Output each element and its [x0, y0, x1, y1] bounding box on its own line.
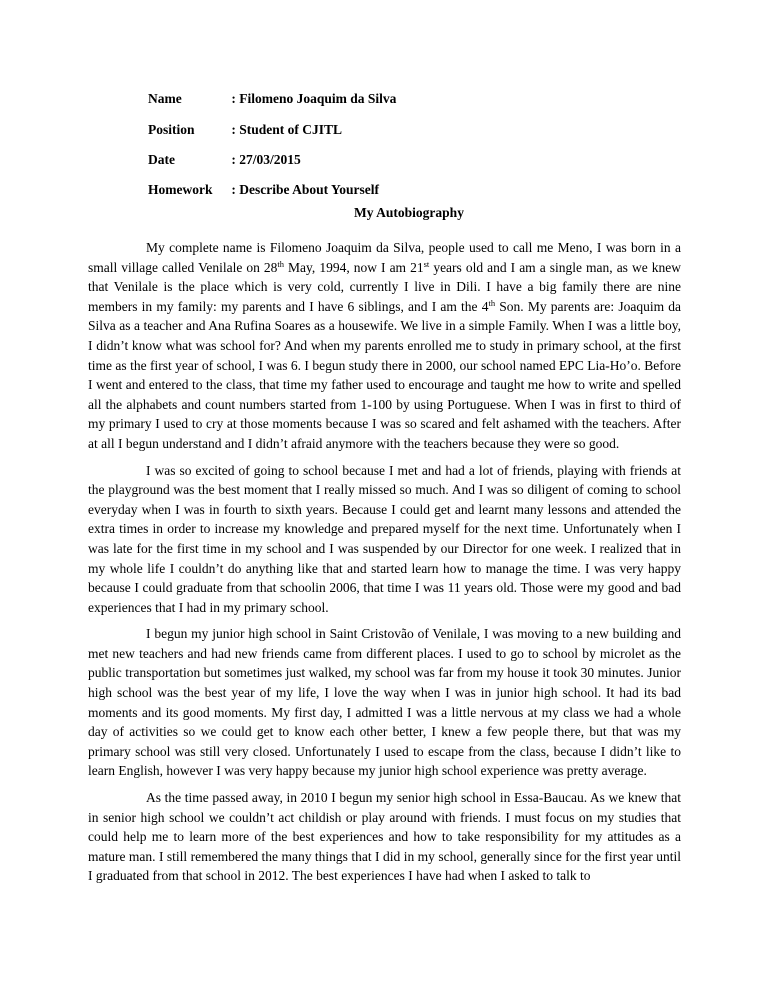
header-date-row [148, 152, 301, 168]
position-value: : Student of CJITL [231, 122, 343, 137]
paragraph-1-part-a: My complete name is Filomeno Joaquim da Silva, people used to call me Meno, I was born in a small village called Venilale on 28 [88, 240, 681, 275]
paragraph-1-part-c: years old and I am a single man, as we knew that Venilale is the place which is very cold, currently I live in Dili. I have a big family there are nine members in my family: my parents and I have 6 siblings, and I am the 4 [88, 259, 681, 314]
name-label: Name [148, 91, 182, 106]
ordinal-suffix: th [277, 258, 285, 269]
document-title: My Autobiography [354, 205, 464, 220]
ordinal-suffix: th [488, 297, 496, 308]
paragraph-1-part-d: Son. My parents are: Joaquim da Silva as a teacher and Ana Rufina Soares as a housewife. We live in a simple Family. When I was a little boy, I didn’t know what was school for? And when my parents enrolled me to study in primary school, at the first time as the first year of school, I was 6. I begun study there in 2000, our school named EPC Lia-Ho’o. Before I went and entered to the class, that time my father used to encourage and taught me how to write and spelled all the alphabets and count numbers started from 1-100 by using Portuguese. When I was in first to third of my primary I used to cry at those moments because I was so scared and felt ashamed with the teachers. After at all I begun understand and I didn’t afraid anymore with the teachers because they were so good. [88, 298, 682, 451]
paragraph-2: I was so excited of going to school because I met and had a lot of friends, playing with friends at the playground was the best moment that I really missed so much. And I was so diligent of coming to school everyday when I was in fourth to sixth years. Because I could get and learnt many lessons and attended the extra times in order to increase my knowledge and prepared myself for the next time. Unfortunately when I was late for the first time in my school and I was suspended by our Director for one week. I realized that in my whole life I couldn’t do anything like that and started learn how to manage the time. I was very happy because I could graduate from that schoolin 2006, that time I was 11 years old. Those were my good and bad experiences that I had in my primary school. [88, 462, 681, 615]
ordinal-suffix: st [423, 258, 430, 269]
paragraph-1 [88, 238, 681, 454]
header-position-row [148, 122, 342, 138]
paragraph-3: I begun my junior high school in Saint Cristovão of Venilale, I was moving to a new building and met new teachers and had new friends came from different places. I used to go to school by microlet as the public transportation but sometimes just walked, my school was far from my house it took 30 minutes. Junior high school was the best year of my life, I love the way when I was in junior high school. It had its bad moments and its good moments. My first day, I admitted I was a little nervous at my class we had a whole day of activities so we could get to know each other better, I knew a few people there, but that was my primary school was still very closed. Unfortunately I used to escape from the class, because I didn’t like to learn English, however I was very happy because my junior high school experience was pretty average. [88, 626, 681, 779]
date-label: Date [148, 152, 175, 167]
homework-value: : Describe About Yourself [231, 182, 379, 197]
document-body [88, 238, 681, 893]
header-homework-row [148, 182, 379, 198]
name-value: : Filomeno Joaquim da Silva [231, 91, 397, 106]
header-name-row [148, 91, 396, 107]
paragraph-4: As the time passed away, in 2010 I begun my senior high school in Essa-Baucau. As we knew that in senior high school we couldn’t act childish or play around with friends. I must focus on my studies that could help me to learn more of the best experiences and how to take responsibility for my attitudes as a mature man. I still remembered the many things that I did in my school, generally since for the first year until I graduated from that school in 2012. The best experiences I have had when I asked to talk to [88, 790, 681, 884]
paragraph-1-part-b: May, 1994, now I am 21 [284, 259, 424, 275]
date-value: : 27/03/2015 [231, 152, 301, 167]
position-label: Position [148, 122, 195, 137]
homework-label: Homework [148, 182, 213, 197]
